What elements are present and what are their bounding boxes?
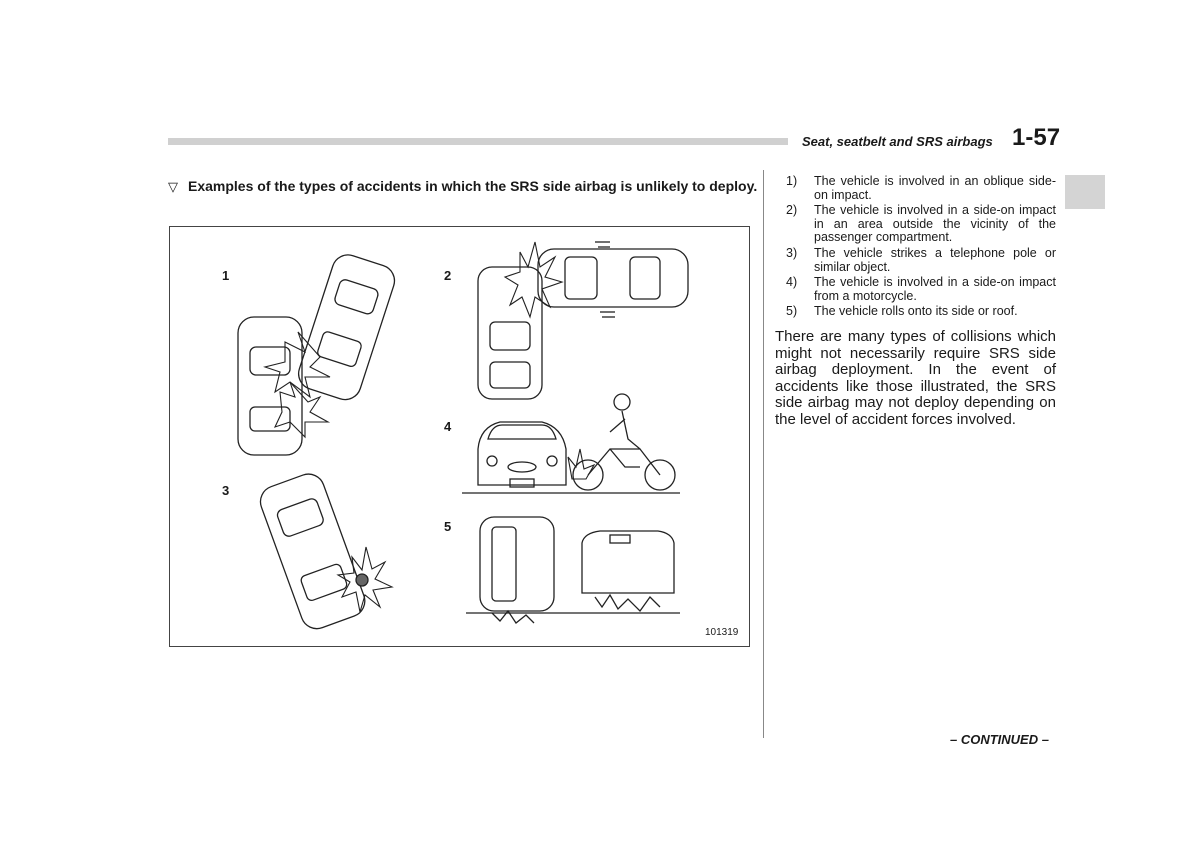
list-item (786, 247, 1056, 274)
list-item-text: The vehicle strikes a telephone pole or similar object. (814, 245, 1056, 274)
scene-rollover (466, 517, 680, 623)
chapter-tab (1065, 175, 1105, 209)
figure-label-1: 1 (222, 268, 230, 283)
section-title: Seat, seatbelt and SRS airbags (802, 134, 993, 149)
car-on-side (480, 517, 554, 611)
list-item-text: The vehicle is involved in a side-on impact from a motorcycle. (814, 275, 1056, 303)
list-item-number: 3) (786, 245, 798, 260)
list-item-text: The vehicle is involved in an oblique side-on impact. (814, 174, 1056, 202)
scene-pole-impact (256, 470, 392, 634)
figure-label-5: 5 (444, 519, 452, 534)
page-number: 1-57 (1012, 124, 1061, 151)
impact-burst-icon (505, 242, 562, 317)
accident-illustration (169, 226, 750, 647)
car-top-view (478, 267, 542, 399)
scene-motorcycle-impact (462, 394, 680, 493)
illustration-drawing (170, 227, 749, 646)
list-item (786, 276, 1056, 303)
triangle-bullet-icon: ▽ (168, 179, 178, 194)
caption-text: Examples of the types of accidents in which the SRS side airbag is unlikely to deploy. (188, 178, 758, 194)
continued-label: – CONTINUED – (950, 732, 1049, 747)
car-top-view (538, 249, 688, 307)
list-item (786, 175, 1056, 202)
header-rule (168, 138, 788, 145)
column-divider (763, 170, 764, 738)
list-item-text: The vehicle is involved in a side-on impact in an area outside the vicinity of the passenger compartment. (814, 203, 1056, 245)
body-paragraph: There are many types of collisions which might not necessarily require SRS side airbag deployment. In the event of accidents like those illustrated, the SRS side airbag may not deploy depending on the level of accident forces involved. (775, 328, 1056, 428)
impact-burst-icon (568, 449, 594, 479)
list-item-number: 4) (786, 275, 798, 290)
figure-caption (168, 178, 758, 195)
figure-code: 101319 (705, 627, 739, 638)
car-top-view (294, 251, 398, 404)
car-on-roof (582, 531, 674, 593)
list-item-text: The vehicle rolls onto its side or roof. (814, 304, 1018, 319)
rider-helmet-icon (614, 394, 630, 410)
figure-label-2: 2 (444, 268, 452, 283)
list-item-number: 2) (786, 203, 798, 218)
scene-oblique-impact (238, 251, 399, 455)
accident-type-list (786, 175, 1056, 321)
scene-front-side-impact (478, 242, 688, 399)
list-item (786, 305, 1056, 319)
figure-label-4: 4 (444, 419, 452, 434)
list-item (786, 204, 1056, 245)
telephone-pole-icon (356, 574, 368, 586)
car-top-view (256, 470, 369, 634)
list-item-number: 1) (786, 174, 798, 188)
list-item-number: 5) (786, 304, 798, 319)
figure-label-3: 3 (222, 483, 230, 498)
car-top-view (238, 317, 302, 455)
